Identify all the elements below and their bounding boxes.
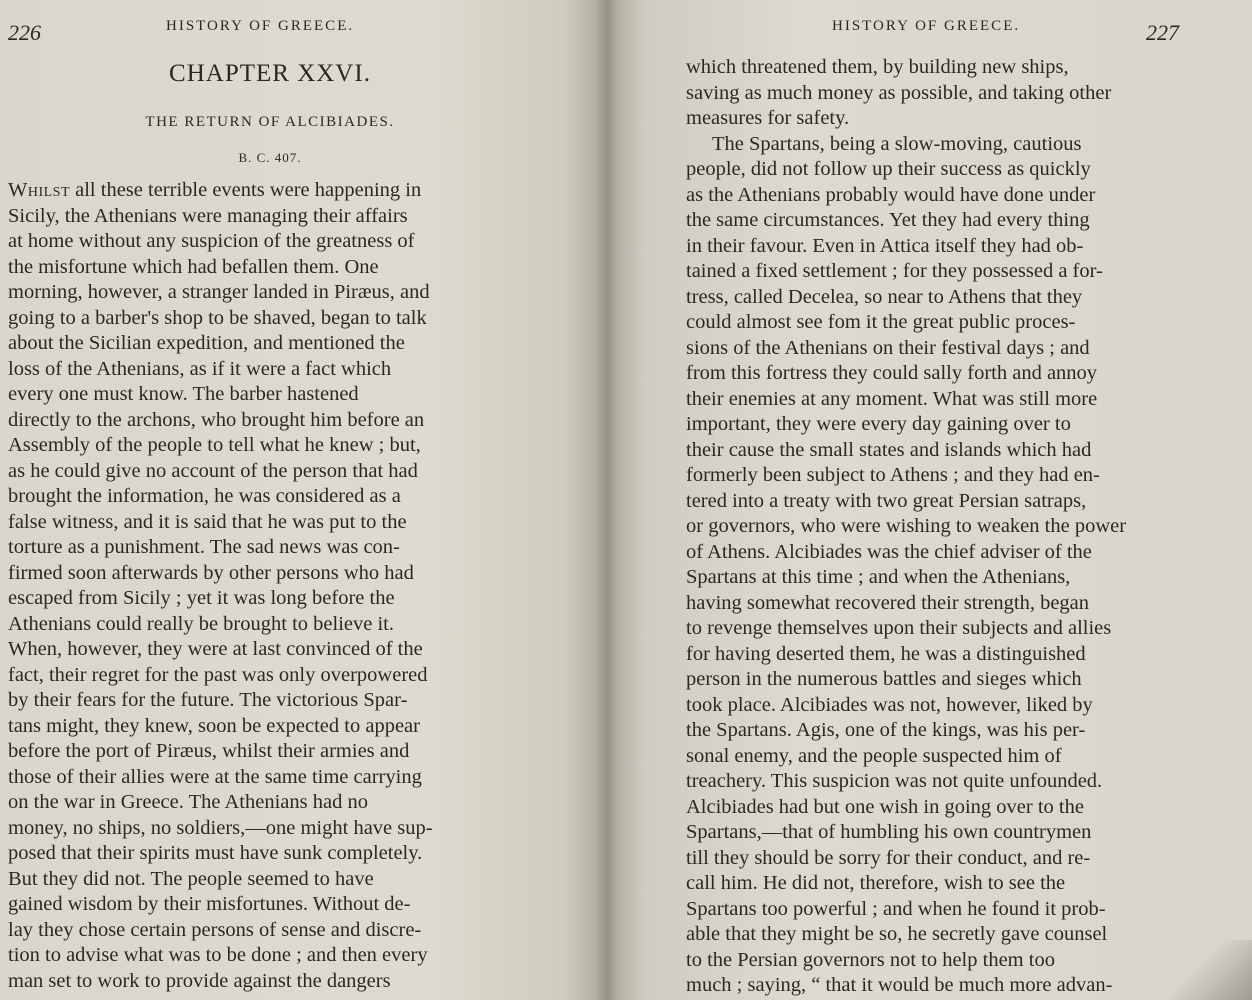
running-head-left: HISTORY OF GREECE. [166,18,355,34]
text-line: important, they were every day gaining over to [686,413,1071,435]
text-line: on the war in Greece. The Athenians had no [8,791,368,813]
text-line: man set to work to provide against the dangers [8,969,391,992]
left-page-text [8,178,598,994]
chapter-subtitle: THE RETURN OF ALCIBIADES. [145,114,395,130]
right-page-text [686,55,1246,999]
text-line: Spartans,—that of humbling his own countrymen [686,821,1092,843]
text-line: lay they chose certain persons of sense and discre- [8,918,422,941]
text-line: the Spartans. Agis, one of the kings, was his per- [686,719,1086,741]
text-line: tered into a treaty with two great Persian satraps, [686,489,1087,512]
text-line: people, did not follow up their success as quickly [686,158,1091,180]
text-line-rest: all these terrible events were happening in [70,179,422,201]
text-line: tained a fixed settlement ; for they possessed a for- [686,260,1103,282]
text-line: in their favour. Even in Attica itself they had ob- [686,234,1084,257]
text-line: having somewhat recovered their strength, began [686,591,1090,614]
text-line: as the Athenians probably would have done under [686,183,1096,206]
text-line: call him. He did not, therefore, wish to see the [686,872,1066,894]
text-line: treachery. This suspicion was not quite unfounded. [686,770,1103,792]
text-line: their enemies at any moment. What was still more [686,387,1098,410]
text-line: tress, called Decelea, so near to Athens that they [686,285,1083,308]
text-line: tion to advise what was to be done ; and then every [8,944,428,966]
text-line: directly to the archons, who brought him before an [8,408,425,431]
text-line: tans might, they knew, soon be expected to appear [8,714,420,737]
text-line: about the Sicilian expedition, and mentioned the [8,332,405,354]
left-page [0,0,606,1000]
text-line: the same circumstances. Yet they had every thing [686,209,1090,231]
text-line: fact, their regret for the past was only overpowered [8,663,428,686]
book-gutter [596,0,618,1000]
text-line: false witness, and it is said that he was put to the [8,510,407,533]
text-line: the misfortune which had befallen them. One [8,255,379,278]
right-page [606,0,1252,1000]
text-line: Assembly of the people to tell what he knew ; but, [8,434,421,456]
text-line: person in the numerous battles and sieges which [686,668,1082,690]
chapter-title: CHAPTER XXVI. [169,60,371,87]
text-line: for having deserted them, he was a distinguished [686,642,1086,665]
page-number-left: 226 [8,20,41,45]
text-line: till they should be sorry for their conduct, and re- [686,846,1091,869]
text-line: morning, however, a stranger landed in Piræus, and [8,281,430,303]
text-line: measures for safety. [686,107,850,129]
text-line: When, however, they were at last convinced of the [8,638,423,660]
text-line: firmed soon afterwards by other persons who had [8,561,414,584]
text-line: took place. Alcibiades was not, however, liked by [686,693,1093,716]
text-line: sions of the Athenians on their festival days ; and [686,336,1090,359]
text-line: Alcibiades had but one wish in going over to the [686,795,1084,818]
page-number-right: 227 [1146,20,1179,45]
text-line: which threatened them, by building new ships, [686,56,1069,78]
text-line: Spartans at this time ; and when the Athenians, [686,566,1071,588]
text-line: gained wisdom by their misfortunes. Without de- [8,893,411,915]
page-shadow [1162,940,1252,1000]
text-line: every one must know. The barber hastened [8,383,359,405]
text-line: posed that their spirits must have sunk completely. [8,842,423,864]
text-line: loss of the Athenians, as if it were a fact which [8,357,392,380]
text-line: of Athens. Alcibiades was the chief adviser of the [686,540,1092,563]
text-line: from this fortress they could sally forth and annoy [686,362,1098,384]
text-line: Athenians could really be brought to believe it. [8,612,394,635]
text-line: Spartans too powerful ; and when he found it prob- [686,897,1106,920]
text-line: sonal enemy, and the people suspected him of [686,744,1062,767]
chapter-date: B. C. 407. [238,150,302,165]
running-head-right: HISTORY OF GREECE. [832,18,1021,34]
text-line: or governors, who were wishing to weaken the power [686,515,1127,537]
text-line: torture as a punishment. The sad news was con- [8,536,400,558]
text-line: The Spartans, being a slow-moving, cautious [712,132,1082,155]
text-line: able that they might be so, he secretly gave counsel [686,923,1108,945]
text-line: much ; saying, “ that it would be much more advan- [686,974,1113,996]
text-line: by their fears for the future. The victorious Spar- [8,689,408,711]
text-line: those of their allies were at the same time carrying [8,765,422,788]
text-line: But they did not. The people seemed to have [8,867,374,890]
text-line: Sicily, the Athenians were managing their affairs [8,204,408,227]
text-line: as he could give no account of the person that had [8,459,418,482]
drop-word: Whilst [8,179,71,201]
text-line: money, no ships, no soldiers,—one might have sup- [8,816,433,839]
text-line: going to a barber's shop to be shaved, began to talk [8,306,427,329]
text-line: brought the information, he was considered as a [8,485,401,507]
text-line: to the Persian governors not to help them too [686,948,1055,971]
text-line: saving as much money as possible, and taking other [686,81,1112,104]
text-line: their cause the small states and islands which had [686,438,1092,461]
text-line: formerly been subject to Athens ; and they had en- [686,464,1100,486]
text-line: escaped from Sicily ; yet it was long before the [8,587,395,609]
text-line: could almost see fom it the great public proces- [686,311,1076,333]
text-line: to revenge themselves upon their subjects and allies [686,617,1112,639]
text-line: before the port of Piræus, whilst their armies and [8,740,410,762]
text-line: at home without any suspicion of the greatness of [8,230,415,252]
text-line [8,178,598,204]
